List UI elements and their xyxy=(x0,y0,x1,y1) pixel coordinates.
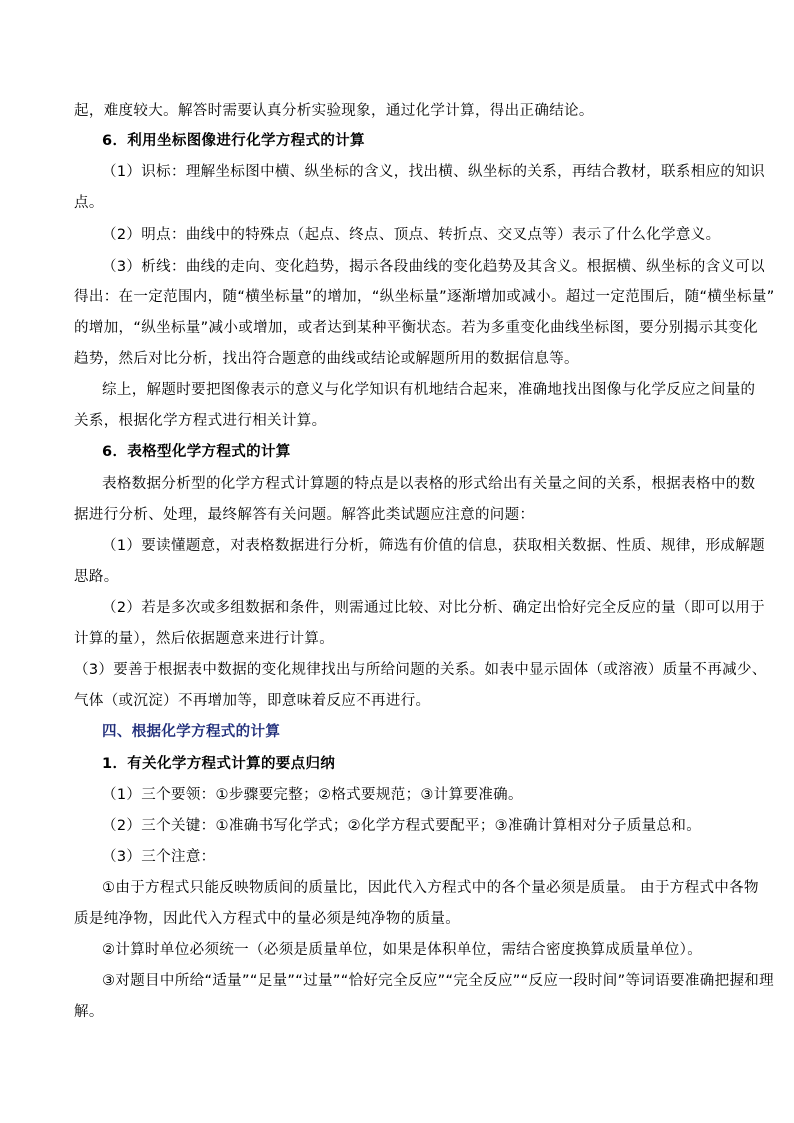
paragraph-line: （3）三个注意： xyxy=(102,849,216,865)
paragraph-line: （3）析线：曲线的走向、变化趋势，揭示各段曲线的变化趋势及其含义。根据横、纵坐标的含义可以 xyxy=(102,259,765,275)
paragraph-line: 质是纯净物，因此代入方程式中的量必须是纯净物的质量。 xyxy=(74,911,461,927)
paragraph-line: （3）要善于根据表中数据的变化规律找出与所给问题的关系。如表中显示固体（或溶液）质量不再减少、 xyxy=(74,662,767,678)
paragraph-line: 趋势，然后对比分析，找出符合题意的曲线或结论或解题所用的数据信息等。 xyxy=(74,351,579,367)
paragraph-line: （1）要读懂题意，对表格数据进行分析，筛选有价值的信息，获取相关数据、性质、规律，形成解题 xyxy=(102,538,765,554)
paragraph-line: （1）三个要领：①步骤要完整；②格式要规范；③计算要准确。 xyxy=(102,787,523,803)
paragraph-line: ②计算时单位必须统一（必须是质量单位，如果是体积单位，需结合密度换算成质量单位）。 xyxy=(102,942,703,958)
paragraph-line: 综上，解题时要把图像表示的意义与化学知识有机地结合起来，准确地找出图像与化学反应之间量的 xyxy=(102,382,756,398)
paragraph-line: （2）明点：曲线中的特殊点（起点、终点、顶点、转折点、交叉点等）表示了什么化学意义。 xyxy=(102,227,721,243)
paragraph-line: 起，难度较大。解答时需要认真分析实验现象，通过化学计算，得出正确结论。 xyxy=(74,103,594,119)
subheading: 6．表格型化学方程式的计算 xyxy=(102,444,291,460)
paragraph-line: ③对题目中所给“适量”“足量”“过量”“恰好完全反应”“完全反应”“反应一段时间”等词语要准确把握和理 xyxy=(102,973,774,989)
subheading: 6．利用坐标图像进行化学方程式的计算 xyxy=(102,133,365,149)
paragraph-line: 计算的量），然后依据题意来进行计算。 xyxy=(74,631,335,647)
paragraph-line: ①由于方程式只能反映物质间的质量比，因此代入方程式中的各个量必须是质量。 由于方程式中各物 xyxy=(102,880,759,896)
paragraph-line: （2）若是多次或多组数据和条件，则需通过比较、对比分析、确定出恰好完全反应的量（即可以用于 xyxy=(102,600,765,616)
paragraph-line: 气体（或沉淀）不再增加等，即意味着反应不再进行。 xyxy=(74,693,431,709)
paragraph-line: 表格数据分析型的化学方程式计算题的特点是以表格的形式给出有关量之间的关系，根据表格中的数 xyxy=(102,476,756,492)
section-heading: 四、根据化学方程式的计算 xyxy=(102,724,281,740)
paragraph-line: 据进行分析、处理，最终解答有关问题。解答此类试题应注意的问题： xyxy=(74,507,535,523)
paragraph-line: （1）识标：理解坐标图中横、纵坐标的含义，找出横、纵坐标的关系，再结合教材，联系相应的知识 xyxy=(102,164,765,180)
paragraph-line: 思路。 xyxy=(74,569,119,585)
paragraph-line: 点。 xyxy=(74,195,104,211)
paragraph-line: 得出：在一定范围内，随“横坐标量”的增加，“纵坐标量”逐渐增加或减小。超过一定范围后，随“横坐标量” xyxy=(74,289,775,305)
subheading: 1．有关化学方程式计算的要点归纳 xyxy=(102,756,336,772)
paragraph-line: 的增加，“纵坐标量”减小或增加，或者达到某种平衡状态。若为多重变化曲线坐标图，要分别揭示其变化 xyxy=(74,320,758,336)
paragraph-line: （2）三个关键：①准确书写化学式；②化学方程式要配平；③准确计算相对分子质量总和。 xyxy=(102,818,702,834)
paragraph-line: 解。 xyxy=(74,1004,104,1020)
paragraph-line: 关系，根据化学方程式进行相关计算。 xyxy=(74,413,327,429)
